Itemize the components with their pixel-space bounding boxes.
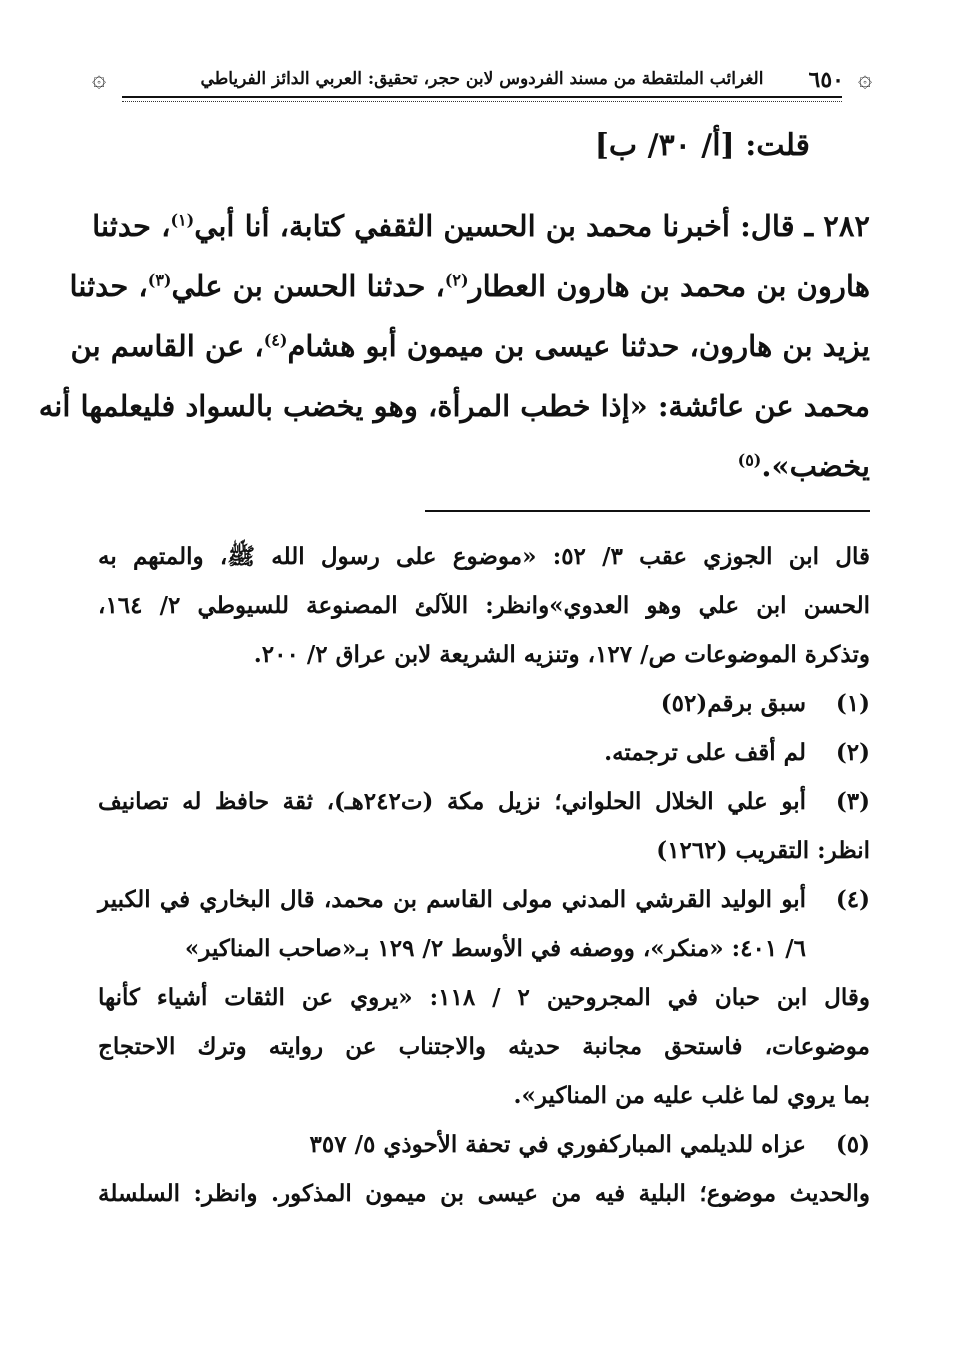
- page-number: ٦٥٠: [808, 67, 844, 93]
- section-label: قلت: [أ/ ٣٠/ ب]: [594, 128, 810, 163]
- footnote-number: (١): [835, 690, 870, 717]
- footnote-marker[interactable]: (١): [170, 210, 195, 230]
- footnotes: [98, 532, 870, 1218]
- footnote-marker[interactable]: (٢): [444, 270, 469, 290]
- footnote-number: (٥): [835, 1131, 870, 1158]
- header-rule: [122, 96, 842, 98]
- footnote-text: أبو علي الخلال الحلواني؛ نزيل مكة (ت٢٤٢هـ)، ثقة حافظ له تصانيف: [98, 788, 806, 815]
- ornament-left-icon: ۞: [92, 64, 107, 92]
- note-intro-line: قال ابن الجوزي عقب ٣/ ٥٢: «موضوع على رسول الله ﷺ، والمتهم به: [98, 543, 870, 570]
- hadith-line: يزيد بن هارون، حدثنا عيسى بن ميمون أبو هشام$^{(٤)}$، عن القاسم بن: [70, 329, 870, 363]
- footnote-marker[interactable]: (٤): [263, 330, 288, 350]
- footnote-2: [98, 728, 870, 777]
- footnote-continuation: انظر: التقريب (١٢٦٢): [656, 837, 870, 864]
- footnote-marker[interactable]: (٣): [147, 270, 172, 290]
- footnote-text: ٦/ ٤٠١: «منكر»، ووصفه في الأوسط ٢/ ١٢٩ بـ«صاحب المناكير»: [184, 935, 806, 962]
- ornament-right-icon: ۞: [857, 64, 872, 92]
- hadith-line: هارون بن محمد بن هارون العطار$^{(٢)}$، حدثنا الحسن بن علي$^{(٣)}$، حدثنا: [69, 269, 870, 303]
- footnote-number: (٣): [835, 788, 870, 815]
- footnote-text: لم أقف على ترجمته.: [604, 739, 806, 766]
- note-intro-line: وتذكرة الموضوعات ص/ ١٢٧، وتنزيه الشريعة لابن عراق ٢/ ٢٠٠.: [253, 641, 870, 668]
- running-title: الغرائب الملتقطة من مسند الفردوس لابن حجر، تحقيق: العربي الدائز الفرياطي: [200, 69, 764, 89]
- footnote-text: سبق برقم(٥٢): [660, 690, 806, 717]
- footnote-text: أبو الوليد القرشي المدني مولى القاسم بن محمد، قال البخاري في الكبير: [98, 886, 806, 913]
- note-intro-line: الحسن ابن علي وهو العدوي»وانظر: اللآلئ المصنوعة للسيوطي ٢/ ١٦٤،: [98, 592, 870, 619]
- footnote-text: عزاه للديلمي المباركفوري في تحفة الأحوذي ٥/ ٣٥٧: [309, 1131, 806, 1158]
- footnote-continuation: والحديث موضوع؛ البلية فيه من عيسى بن ميمون المذكور. وانظر: السلسلة: [98, 1180, 870, 1207]
- footnote-continuation: موضوعات، فاستحق مجانبة حديثه والاجتناب عن روايته وترك الاحتجاج: [98, 1033, 870, 1060]
- footnote-5: [98, 1120, 870, 1169]
- hadith-line: يخضب».$^{(٥)}$: [737, 449, 870, 483]
- header-dotted-rule: [122, 101, 842, 102]
- footnote-number: (٢): [835, 739, 870, 766]
- hadith-text: [38, 196, 870, 496]
- footnote-3: [98, 777, 870, 826]
- running-header: [92, 62, 872, 102]
- footnote-continuation: وقال ابن حبان في المجروحين ٢ / ١١٨: «يروي عن الثقات أشياء كأنها: [98, 984, 870, 1011]
- footnote-continuation: بما يروي لما غلب عليه من المناكير».: [513, 1082, 870, 1109]
- footnote-number: (٤): [835, 886, 870, 913]
- footnote-1: [98, 679, 870, 728]
- footnote-marker[interactable]: (٥): [737, 450, 762, 470]
- footnote-separator: [425, 510, 870, 512]
- hadith-line: ٢٨٢ ـ قال: أخبرنا محمد بن الحسين الثقفي كتابة، أنا أبي$^{(١)}$، حدثنا: [92, 209, 870, 243]
- hadith-line: محمد عن عائشة: «إذا خطب المرأة، وهو يخضب بالسواد فليعلمها أنه: [38, 389, 870, 423]
- footnote-4: [98, 875, 870, 973]
